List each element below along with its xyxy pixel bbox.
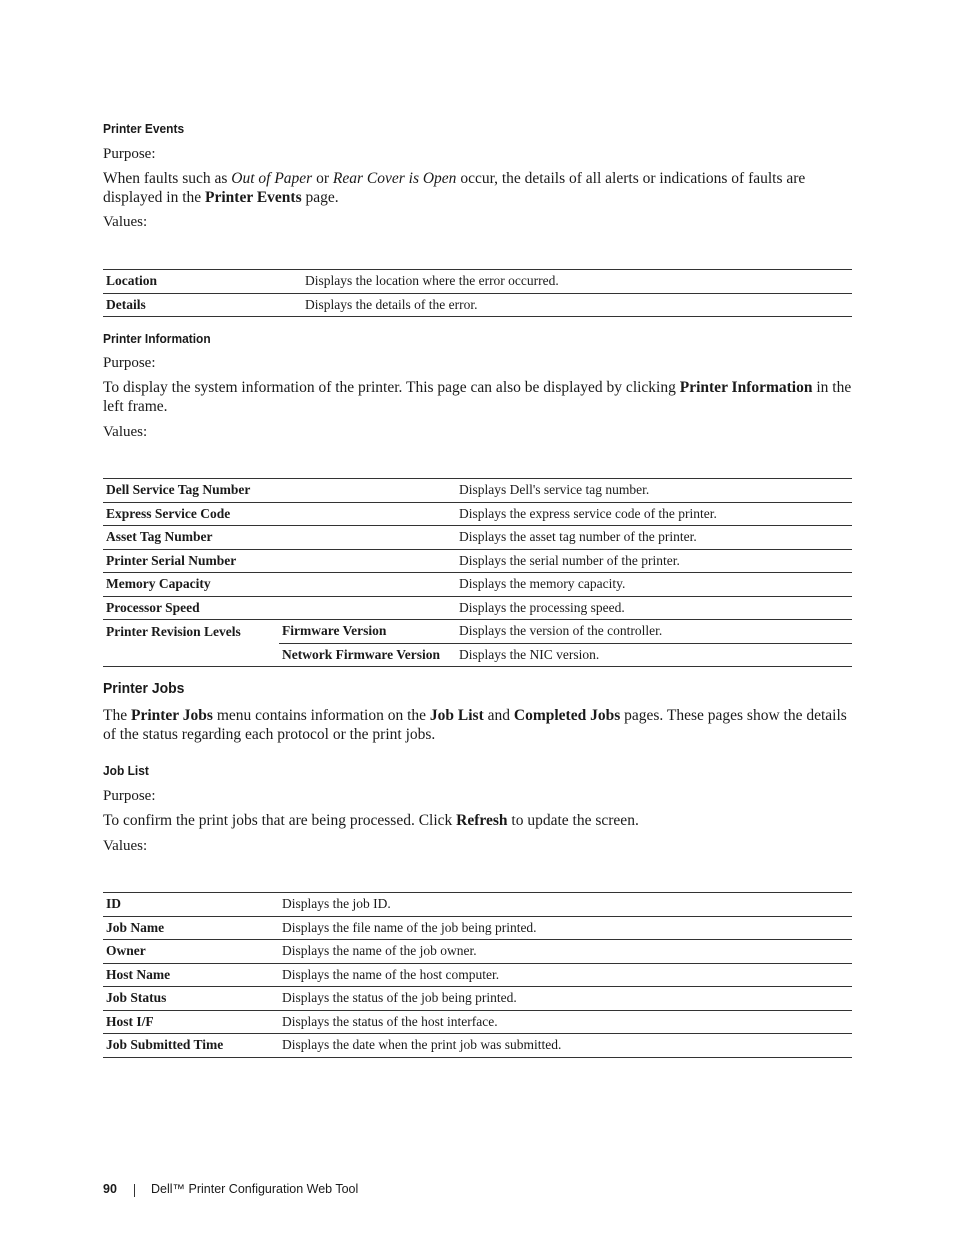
table-row xyxy=(103,987,852,1011)
table-desc: Displays Dell's service tag number. xyxy=(459,482,650,498)
table-desc: Displays the location where the error occurred. xyxy=(305,273,559,289)
printer-information-table xyxy=(103,478,852,667)
table-row xyxy=(103,963,852,987)
printer-events-values-label: Values: xyxy=(103,214,148,230)
table-desc: Displays the processing speed. xyxy=(459,599,625,615)
table-subterm: Firmware Version xyxy=(279,620,456,644)
table-row xyxy=(103,643,852,667)
table-subterm: Network Firmware Version xyxy=(282,646,440,662)
table-row xyxy=(103,620,852,644)
table-term xyxy=(103,643,279,667)
printer-events-purpose-label: Purpose: xyxy=(103,146,156,162)
table-term: Processor Speed xyxy=(106,599,200,615)
page-number: 90 xyxy=(103,1182,117,1196)
footer-divider xyxy=(134,1184,135,1197)
table-term: Memory Capacity xyxy=(106,576,211,592)
table-row xyxy=(103,549,852,573)
table-term: Location xyxy=(106,273,158,289)
table-row xyxy=(103,1010,852,1034)
table-row xyxy=(103,293,852,317)
footer-title: Dell™ Printer Configuration Web Tool xyxy=(151,1182,359,1196)
table-desc: Displays the express service code of the printer. xyxy=(459,505,717,521)
table-row xyxy=(103,526,852,550)
table-desc: Displays the details of the error. xyxy=(305,296,478,312)
printer-jobs-heading: Printer Jobs xyxy=(103,680,185,697)
table-term: Owner xyxy=(106,943,146,959)
table-row xyxy=(103,502,852,526)
table-desc: Displays the status of the host interface. xyxy=(282,1013,498,1029)
table-term: ID xyxy=(106,896,122,912)
job-list-purpose-label: Purpose: xyxy=(103,788,156,804)
printer-events-table xyxy=(103,269,852,317)
table-desc: Displays the asset tag number of the printer. xyxy=(459,529,697,545)
table-row xyxy=(103,573,852,597)
table-term: Express Service Code xyxy=(106,505,231,521)
table-desc: Displays the file name of the job being printed. xyxy=(282,919,537,935)
table-desc: Displays the date when the print job was submitted. xyxy=(282,1037,562,1053)
table-term: Job Submitted Time xyxy=(106,1037,224,1053)
table-desc: Displays the memory capacity. xyxy=(459,576,626,592)
table-row xyxy=(103,270,852,294)
printer-events-description: When faults such as Out of Paper or Rear Cover is Open occur, the details of all alerts or indications of faults are displayed in the Printer Events page. xyxy=(103,170,806,206)
printer-events-heading: Printer Events xyxy=(103,121,185,136)
table-desc: Displays the NIC version. xyxy=(459,646,600,662)
job-list-description: To confirm the print jobs that are being processed. Click Refresh to update the screen. xyxy=(103,812,639,829)
table-row xyxy=(103,1034,852,1058)
printer-information-description: To display the system information of the printer. This page can also be displayed by clicking Printer Information in the left frame. xyxy=(103,379,852,415)
job-list-table xyxy=(103,892,852,1058)
table-row xyxy=(103,916,852,940)
table-term: Asset Tag Number xyxy=(106,529,213,545)
table-term: Printer Serial Number xyxy=(106,552,237,568)
printer-information-values-label: Values: xyxy=(103,424,148,440)
table-term: Job Name xyxy=(106,919,165,935)
job-list-values-label: Values: xyxy=(103,838,148,854)
printer-jobs-description: The Printer Jobs menu contains information on the Job List and Completed Jobs pages. These pages show the details of the status regarding each protocol or the print jobs. xyxy=(103,707,847,743)
table-term: Printer Revision Levels xyxy=(106,623,241,639)
table-desc: Displays the name of the host computer. xyxy=(282,966,500,982)
table-row xyxy=(103,596,852,620)
table-term: Job Status xyxy=(106,990,167,1006)
table-term: Dell Service Tag Number xyxy=(106,482,251,498)
table-row xyxy=(103,893,852,917)
table-desc: Displays the job ID. xyxy=(282,896,391,912)
printer-information-heading: Printer Information xyxy=(103,331,211,346)
table-desc: Displays the version of the controller. xyxy=(456,620,852,644)
table-row xyxy=(103,479,852,503)
printer-information-purpose-label: Purpose: xyxy=(103,355,156,371)
table-term: Host I/F xyxy=(106,1013,154,1029)
job-list-heading: Job List xyxy=(103,763,149,778)
table-desc: Displays the name of the job owner. xyxy=(282,943,477,959)
table-desc: Displays the serial number of the printer. xyxy=(459,552,680,568)
table-desc: Displays the status of the job being printed. xyxy=(282,990,517,1006)
table-row xyxy=(103,940,852,964)
table-term: Details xyxy=(106,296,146,312)
table-term: Host Name xyxy=(106,966,171,982)
